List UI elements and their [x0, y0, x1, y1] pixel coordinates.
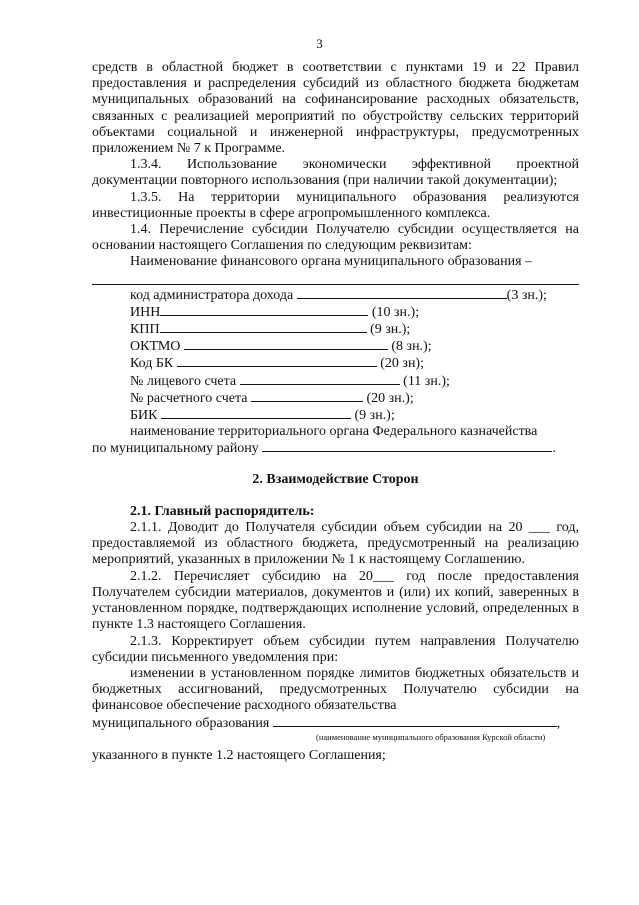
requisite-admin-code: код администратора дохода (3 зн.);: [130, 287, 547, 303]
requisite-account-number: № лицевого счета (11 зн.);: [130, 373, 450, 389]
paragraph-reference-1-2: указанного в пункте 1.2 настоящего Соглашения;: [92, 747, 386, 763]
requisite-kbk: Код БК (20 зн);: [130, 356, 424, 372]
paragraph-limits-change: изменении в установленном порядке лимитов бюджетных обязательств и бюджетных ассигнований, предусмотренных Получателю субсидии на финансовое обеспечение расходного обязательства: [92, 665, 579, 714]
paragraph-2-1-3: 2.1.3. Корректирует объем субсидии путем направления Получателю субсидии письменного уведомления при:: [92, 633, 579, 665]
paragraph-2-1-1: 2.1.1. Доводит до Получателя субсидии объем субсидии на 20 ___ год, предоставляемой из областного бюджета, предусмотренный на реализацию мероприятий, указанных в приложении № 1 к настоящему Соглашению.: [92, 520, 579, 568]
requisite-oktmo: ОКТМО (8 зн.);: [130, 339, 432, 355]
requisite-bik: БИК (9 зн.);: [130, 408, 395, 424]
treasury-label: наименование территориального органа Федерального казначейства: [130, 424, 538, 440]
paragraph-1-3-5: 1.3.5. На территории муниципального образования реализуются инвестиционные проекты в сфере агропромышленного комплекса.: [92, 189, 579, 221]
municipality-caption: (наименование муниципального образования Курской области): [316, 731, 546, 742]
section-2-1-heading: 2.1. Главный распорядитель:: [130, 503, 315, 519]
paragraph-2-1-2: 2.1.2. Перечисляет субсидию на 20___ год после предоставления Получателем субсидии материалов, документов и (или) их копий, заверенных в установленном порядке, подтверждающих исполнение условий, определенных в пункте 1.3 настоящего Соглашения.: [92, 568, 579, 633]
requisite-settlement-account: № расчетного счета (20 зн.);: [130, 390, 414, 406]
treasury-district: по муниципальному району .: [92, 441, 556, 457]
finance-organ-label: Наименование финансового органа муниципального образования –: [130, 254, 533, 270]
section-2-title: 2. Взаимодействие Сторон: [252, 471, 419, 487]
municipality-line: муниципального образования ,: [92, 715, 561, 731]
paragraph-1-4: 1.4. Перечисление субсидии Получателю субсидии осуществляется на основании настоящего Соглашения по следующим реквизитам:: [92, 222, 579, 254]
requisite-kpp: КПП (9 зн.);: [130, 322, 411, 338]
page-number: 3: [316, 36, 323, 51]
document-body: [92, 60, 579, 764]
finance-organ-blank-line: [92, 271, 579, 285]
requisite-inn: ИНН (10 зн.);: [130, 304, 420, 320]
paragraph-1-3-4: 1.3.4. Использование экономически эффективной проектной документации повторного использования (при наличии такой документации);: [92, 157, 579, 189]
paragraph-1: средств в областной бюджет в соответствии с пунктами 19 и 22 Правил предоставления и распределения субсидий из областного бюджета бюджетам муниципальных образований на софинансирование расходных обязательств, связанных с реализацией мероприятий по обустройству сельских территорий объектами социальной и инженерной инфраструктуры, предусмотренных приложением № 7 к Программе.: [92, 60, 579, 157]
